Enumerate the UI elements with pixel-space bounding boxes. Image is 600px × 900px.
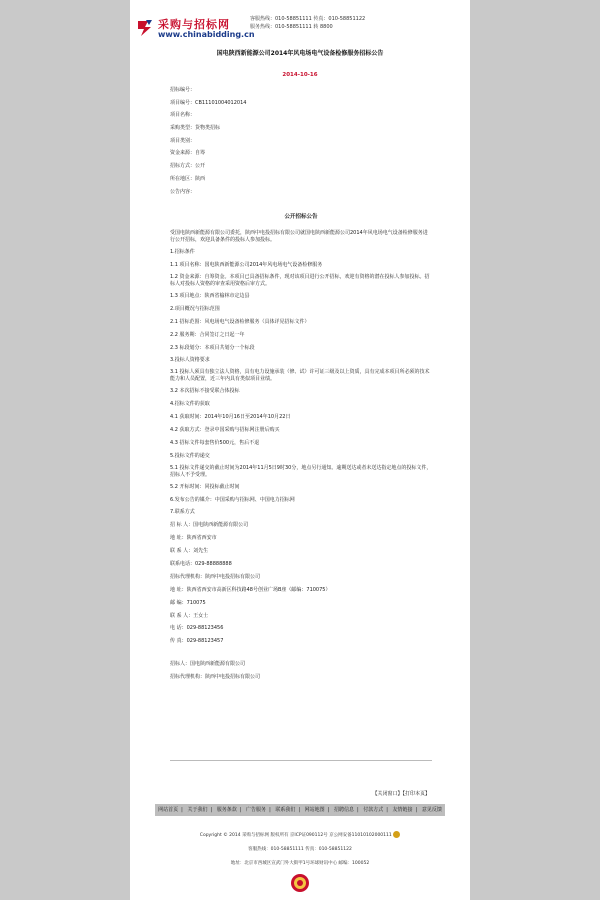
nav-link-feedback[interactable]: 意见反馈: [421, 807, 442, 813]
site-logo[interactable]: [136, 16, 255, 42]
signature-line: 招标代理机构：陕西中电投招标有限公司: [170, 673, 261, 680]
article-date: 2014-10-16: [282, 72, 318, 78]
body-line: 邮 编：710075: [170, 599, 206, 606]
police-badge-icon: [393, 831, 400, 838]
contact-line: 服务热线：010-58851111 转 8800: [250, 24, 333, 30]
body-line: 2.1 招标范围：风电场电气设备检修服务（具体详见招标文件）: [170, 318, 310, 325]
nav-link-terms[interactable]: 服务条款: [216, 807, 237, 813]
field-project-name: 项目名称：: [170, 112, 196, 119]
announcement-subtitle: 公开招标公告: [284, 214, 318, 221]
body-line: 5.2 开标时间：同投标截止时间: [170, 483, 240, 490]
field-project-number: 项目编号：CB11101004012014: [170, 99, 247, 106]
body-line: 电 话：029-88123456: [170, 625, 224, 632]
body-paragraph: 3.1 投标人须具有独立法人资格，具有电力设施承装（修、试）许可证三级及以上资质，具有完成本项目所必须的技术能力和人员配置，近三年内具有类似项目业绩。: [170, 369, 430, 383]
logo-text-en: www.chinabidding.cn: [158, 30, 255, 39]
body-line: 招标代理机构：陕西中电投招标有限公司: [170, 573, 261, 580]
article-title: 国电陕西新能源公司2014年风电场电气设备检修服务招标公告: [216, 50, 384, 57]
footer-copyright: [140, 831, 460, 838]
body-line: 2.项目概况与招标范围: [170, 305, 220, 312]
body-paragraph: 1.2 资金来源：自筹资金。本项目已具备招标条件，现对该项目进行公开招标，欢迎有资格的潜在投标人参加投标。招标人对投标人资格的审查采用资格后审方式。: [170, 273, 430, 287]
body-line: 联系电话：029-88888888: [170, 561, 232, 567]
field-bid-method: 招标方式：公开: [170, 163, 206, 170]
nav-link-about[interactable]: 关于我们: [187, 807, 208, 813]
nav-link-contact[interactable]: 联系我们: [275, 807, 296, 813]
logo-icon: [136, 18, 154, 38]
logo-text-cn: 采购与招标网: [158, 18, 230, 31]
body-line: 2.2 服务期：合同签订之日起一年: [170, 331, 245, 338]
body-line: 4.3 招标文件每套售价500元，售后不退: [170, 439, 260, 446]
nav-link-ads[interactable]: 广告服务: [246, 807, 267, 813]
body-paragraph: 5.1 投标文件递交的截止时间为2014年11月5日9时30分，地点另行通知。逾期送达或者未送达指定地点的投标文件，招标人不予受理。: [170, 464, 432, 478]
body-line: 传 真：029-88123457: [170, 638, 224, 645]
body-line: 4.1 获取时间：2014年10月16日至2014年10月22日: [170, 414, 291, 421]
footer-nav: 网站首页 | 关于我们 | 服务条款 | 广告服务 | 联系我们 | 网站地图 | 招聘信息 | 付款方式 | 友情链接 | 意见反馈: [155, 804, 445, 816]
nav-link-jobs[interactable]: 招聘信息: [333, 807, 354, 813]
window-actions[interactable]: 【关闭窗口】【打印本页】: [372, 791, 430, 797]
body-line: 联 系 人：王女士: [170, 612, 209, 619]
field-content: 公告内容：: [170, 188, 196, 195]
footer-address: 地址：北京市西城区宣武门外大街甲1号环球财讯中心 邮编：100052: [230, 861, 370, 866]
field-region: 所在地区：陕西: [170, 175, 206, 182]
announcement-intro: 受国电陕西新能源有限公司委托，陕西中电投招标有限公司就国电陕西新能源公司2014年风电场电气设备检修服务进行公开招标，欢迎具备条件的投标人参加投标。: [170, 230, 428, 244]
field-bid-number: 招标编号：: [170, 87, 196, 93]
body-line: 7.联系方式: [170, 509, 195, 516]
body-line: 1.1 项目名称：国电陕西新能源公司2014年风电场电气设备检修服务: [170, 262, 323, 269]
security-badge-icon[interactable]: [290, 873, 310, 893]
body-line: 1.3 项目地点：陕西省榆林市定边县: [170, 292, 250, 299]
body-line: 地 址：陕西省西安市高新区科技路48号创业广场B座（邮编：710075）: [170, 586, 331, 593]
header-contact: [250, 15, 465, 31]
field-project-category: 项目类别：: [170, 137, 196, 144]
footer-divider: [170, 760, 432, 761]
nav-link-payment[interactable]: 付款方式: [363, 807, 384, 813]
article-body: [170, 84, 432, 686]
body-line: 地 址：陕西省西安市: [170, 535, 217, 542]
nav-link-sitemap[interactable]: 网站地图: [304, 807, 325, 813]
body-line: 3.2 本次招标不接受联合体投标: [170, 388, 240, 395]
field-fund-source: 资金来源：自筹: [170, 150, 206, 157]
site-header: [130, 12, 470, 42]
nav-link-home[interactable]: 网站首页: [158, 807, 179, 813]
contact-line: 客服热线：010-58851111 传真：010-58851122: [250, 16, 366, 22]
nav-link-links[interactable]: 友情链接: [392, 807, 413, 813]
body-line: 联 系 人：刘先生: [170, 548, 209, 555]
body-line: 2.3 标段划分：本项目共划分一个标段: [170, 344, 255, 351]
copyright-text: Copyright © 2014 采购与招标网 版权所有 京ICP证090112号 京公网安备11010102000111: [199, 833, 392, 838]
field-purchase-type: 采购类型：货物类招标: [170, 125, 221, 132]
body-line: 4.2 获取方式：登录中国采购与招标网注册后购买: [170, 426, 280, 433]
body-line: 6.发布公告的媒介：中国采购与招标网、中国电力招标网: [170, 496, 295, 503]
signature-line: 招标人：国电陕西新能源有限公司: [170, 661, 246, 668]
body-line: 4.招标文件的获取: [170, 401, 210, 408]
footer-hotline: 客服热线：010-58851111 传真：010-58851122: [248, 847, 352, 852]
document-page: [130, 0, 470, 900]
body-line: 招 标 人：国电陕西新能源有限公司: [170, 522, 249, 529]
body-line: 3.投标人资格要求: [170, 357, 210, 364]
body-line: 1.招标条件: [170, 249, 195, 256]
body-line: 5.投标文件的递交: [170, 452, 210, 459]
